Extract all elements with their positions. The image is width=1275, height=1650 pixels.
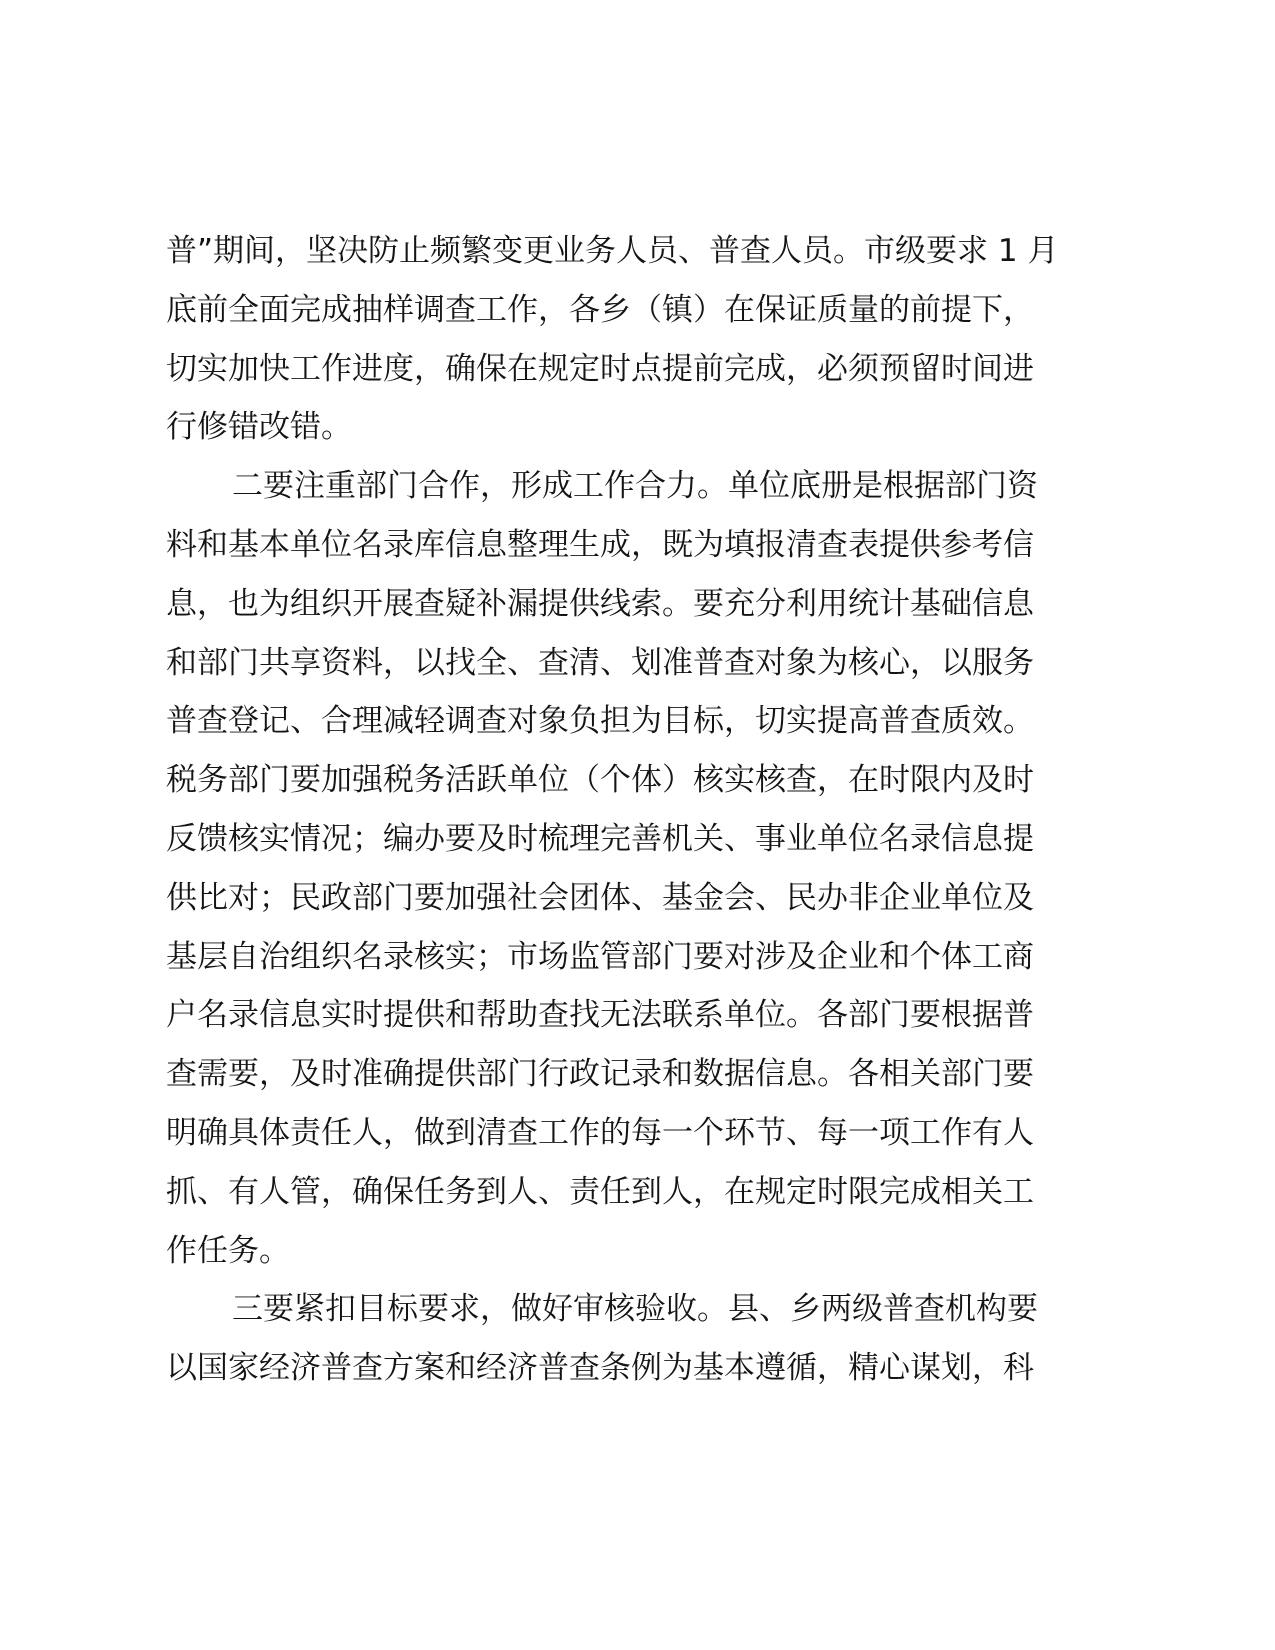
text-line: 抓、有人管，确保任务到人、责任到人，在规定时限完成相关工 [166,1173,1034,1210]
text-line: 切实加快工作进度，确保在规定时点提前完成，必须预留时间进 [166,350,1034,387]
document-body [166,222,1116,1398]
text-line: 以国家经济普查方案和经济普查条例为基本遵循，精心谋划，科 [166,1350,1034,1387]
text-line: 明确具体责任人，做到清查工作的每一个环节、每一项工作有人 [166,1114,1034,1151]
text-line: 底前全面完成抽样调查工作，各乡（镇）在保证质量的前提下， [166,291,1034,328]
text-line: 普查登记、合理减轻调查对象负担为目标，切实提高普查质效。 [166,703,1034,740]
paragraph-department-cooperation [166,457,1116,1280]
text-line: 行修错改错。 [166,409,352,446]
text-line: 查需要，及时准确提供部门行政记录和数据信息。各相关部门要 [166,1056,1034,1093]
text-line: 基层自治组织名录核实；市场监管部门要对涉及企业和个体工商 [166,938,1034,975]
text-line: 供比对；民政部门要加强社会团体、基金会、民办非企业单位及 [166,879,1034,916]
paragraph-audit-acceptance [166,1280,1116,1398]
text-line: 料和基本单位名录库信息整理生成，既为填报清查表提供参考信 [166,526,1034,563]
text-line: 税务部门要加强税务活跃单位（个体）核实核查，在时限内及时 [166,762,1034,799]
text-line: 作任务。 [166,1232,290,1269]
text-line: 息，也为组织开展查疑补漏提供线索。要充分利用统计基础信息 [166,585,1034,622]
text-line: 二要注重部门合作，形成工作合力。单位底册是根据部门资 [232,468,1038,505]
text-line: 三要紧扣目标要求，做好审核验收。县、乡两级普查机构要 [232,1291,1038,1328]
text-line: 户名录信息实时提供和帮助查找无法联系单位。各部门要根据普 [166,997,1034,1034]
text-line: 和部门共享资料，以找全、查清、划准普查对象为核心，以服务 [166,644,1034,681]
text-line: 反馈核实情况；编办要及时梳理完善机关、事业单位名录信息提 [166,820,1034,857]
paragraph-continuation [166,222,1116,457]
text-line: 普”期间，坚决防止频繁变更业务人员、普查人员。市级要求 1 月 [166,233,1059,269]
